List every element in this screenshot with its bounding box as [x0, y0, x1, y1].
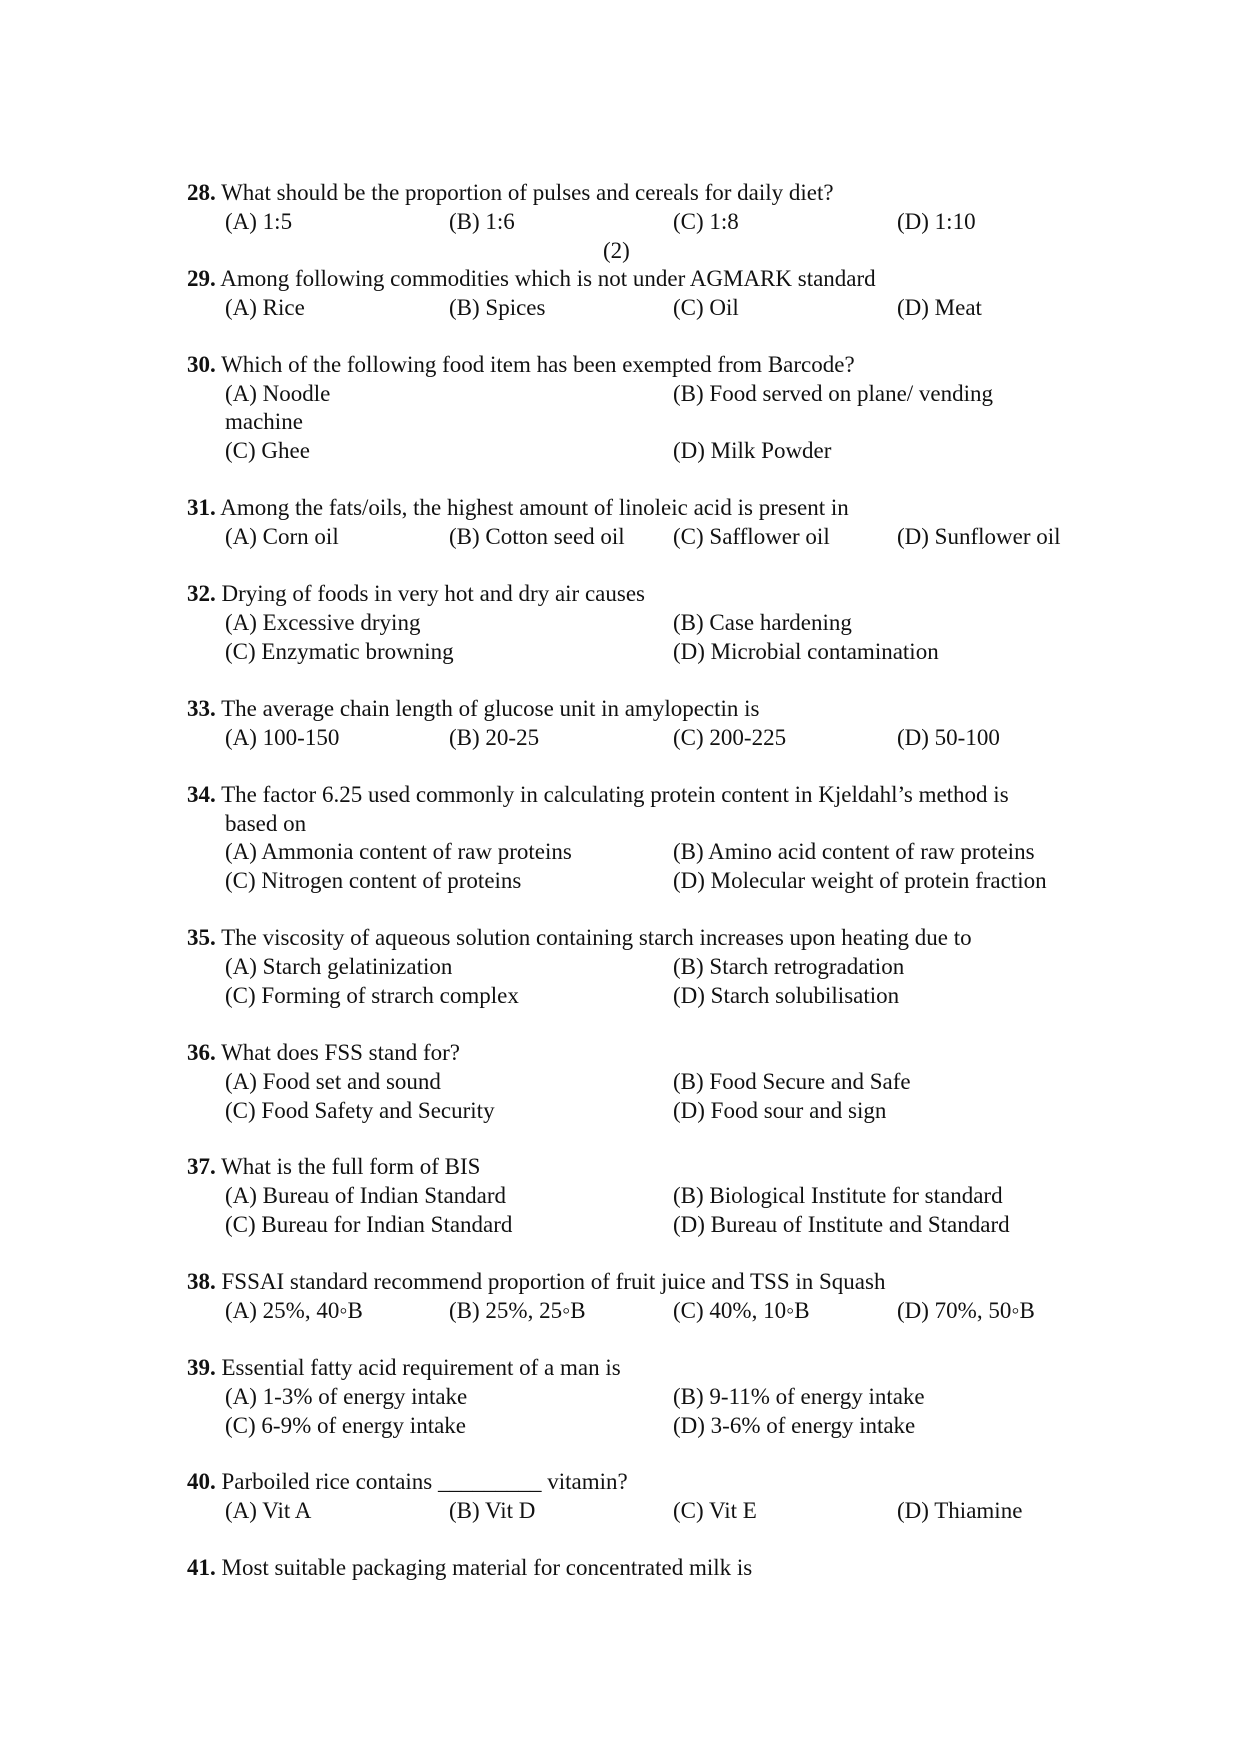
option-a: (A) Corn oil [225, 524, 339, 549]
option-a: (A) 1-3% of energy intake [225, 1384, 468, 1409]
question-text: Drying of foods in very hot and dry air causes [215, 581, 645, 606]
question-number: 38. [187, 1269, 216, 1294]
option-d: (D) Sunflower oil [897, 524, 1061, 549]
option-d: (D) 1:10 [897, 209, 976, 234]
question-number: 28. [187, 180, 216, 205]
question-number: 35. [187, 925, 216, 950]
question-37 [187, 1152, 480, 1181]
option-a: (A) Ammonia content of raw proteins [225, 839, 572, 864]
option-c: (C) Ghee [225, 438, 310, 463]
option-c: (C) Forming of strarch complex [225, 983, 519, 1008]
option-b-continued: machine [225, 409, 303, 434]
option-b: (B) Starch retrogradation [673, 954, 905, 979]
question-text: Among the fats/oils, the highest amount of linoleic acid is present in [215, 495, 849, 520]
question-text: The viscosity of aqueous solution containing starch increases upon heating due to [215, 925, 972, 950]
option-c: (C) 200-225 [673, 725, 787, 750]
option-a: (A) Starch gelatinization [225, 954, 453, 979]
question-number: 30. [187, 352, 216, 377]
question-text-continued: based on [225, 811, 307, 836]
question-number: 34. [187, 782, 216, 807]
option-a: (A) Noodle [225, 381, 331, 406]
option-d: (D) Thiamine [897, 1498, 1023, 1523]
question-number: 29. [187, 266, 216, 291]
question-36 [187, 1038, 460, 1067]
question-31 [187, 493, 849, 522]
option-c: (C) Nitrogen content of proteins [225, 868, 522, 893]
option-c: (C) Vit E [673, 1498, 757, 1523]
question-28 [187, 178, 834, 207]
option-d: (D) 70%, 50◦B [897, 1298, 1035, 1323]
question-32 [187, 579, 645, 608]
question-30 [187, 350, 855, 379]
question-number: 31. [187, 495, 216, 520]
option-b: (B) Biological Institute for standard [673, 1183, 1003, 1208]
question-number: 32. [187, 581, 216, 606]
option-b: (B) Cotton seed oil [449, 524, 625, 549]
option-a: (A) 100-150 [225, 725, 340, 750]
option-d: (D) Microbial contamination [673, 639, 939, 664]
question-text: What should be the proportion of pulses and cereals for daily diet? [215, 180, 834, 205]
question-number: 33. [187, 696, 216, 721]
option-d: (D) Food sour and sign [673, 1098, 887, 1123]
option-a: (A) Bureau of Indian Standard [225, 1183, 507, 1208]
option-b: (B) Case hardening [673, 610, 852, 635]
option-d: (D) Bureau of Institute and Standard [673, 1212, 1010, 1237]
question-39 [187, 1353, 621, 1382]
question-text: What does FSS stand for? [215, 1040, 461, 1065]
question-text: Parboiled rice contains _________ vitamin? [215, 1469, 628, 1494]
option-b: (B) 20-25 [449, 725, 540, 750]
page-marker: (2) [603, 238, 630, 263]
question-41 [187, 1553, 752, 1582]
question-35 [187, 923, 972, 952]
question-29 [187, 264, 876, 293]
question-number: 39. [187, 1355, 216, 1380]
option-a: (A) Vit A [225, 1498, 312, 1523]
option-b: (B) Spices [449, 295, 546, 320]
option-b: (B) 1:6 [449, 209, 515, 234]
option-c: (C) Bureau for Indian Standard [225, 1212, 513, 1237]
question-text: Which of the following food item has been exempted from Barcode? [215, 352, 855, 377]
question-number: 40. [187, 1469, 216, 1494]
option-c: (C) 6-9% of energy intake [225, 1413, 466, 1438]
option-c: (C) Enzymatic browning [225, 639, 454, 664]
option-c: (C) Food Safety and Security [225, 1098, 495, 1123]
question-text: FSSAI standard recommend proportion of fruit juice and TSS in Squash [215, 1269, 886, 1294]
option-c: (C) 1:8 [673, 209, 739, 234]
option-c: (C) 40%, 10◦B [673, 1298, 810, 1323]
option-a: (A) Rice [225, 295, 305, 320]
question-40 [187, 1467, 628, 1496]
question-number: 36. [187, 1040, 216, 1065]
question-38 [187, 1267, 885, 1296]
question-text: Among following commodities which is not under AGMARK standard [215, 266, 876, 291]
option-b: (B) Amino acid content of raw proteins [673, 839, 1035, 864]
question-text: The average chain length of glucose unit in amylopectin is [215, 696, 760, 721]
option-d: (D) 50-100 [897, 725, 1000, 750]
option-b: (B) Food served on plane/ vending [673, 381, 994, 406]
question-text: Essential fatty acid requirement of a man is [215, 1355, 621, 1380]
question-33 [187, 694, 760, 723]
option-d: (D) Milk Powder [673, 438, 832, 463]
option-a: (A) Food set and sound [225, 1069, 441, 1094]
option-b: (B) 25%, 25◦B [449, 1298, 586, 1323]
option-b: (B) 9-11% of energy intake [673, 1384, 925, 1409]
option-d: (D) Starch solubilisation [673, 983, 900, 1008]
option-d: (D) Meat [897, 295, 982, 320]
question-number: 41. [187, 1555, 216, 1580]
option-b: (B) Vit D [449, 1498, 536, 1523]
option-c: (C) Safflower oil [673, 524, 830, 549]
option-b: (B) Food Secure and Safe [673, 1069, 911, 1094]
option-a: (A) 25%, 40◦B [225, 1298, 363, 1323]
option-a: (A) 1:5 [225, 209, 293, 234]
question-text: What is the full form of BIS [215, 1154, 481, 1179]
option-c: (C) Oil [673, 295, 739, 320]
option-d: (D) 3-6% of energy intake [673, 1413, 916, 1438]
question-number: 37. [187, 1154, 216, 1179]
question-text: The factor 6.25 used commonly in calculating protein content in Kjeldahl’s method is [215, 782, 1009, 807]
option-a: (A) Excessive drying [225, 610, 421, 635]
option-d: (D) Molecular weight of protein fraction [673, 868, 1047, 893]
question-text: Most suitable packaging material for concentrated milk is [215, 1555, 753, 1580]
question-34 [187, 780, 1009, 809]
